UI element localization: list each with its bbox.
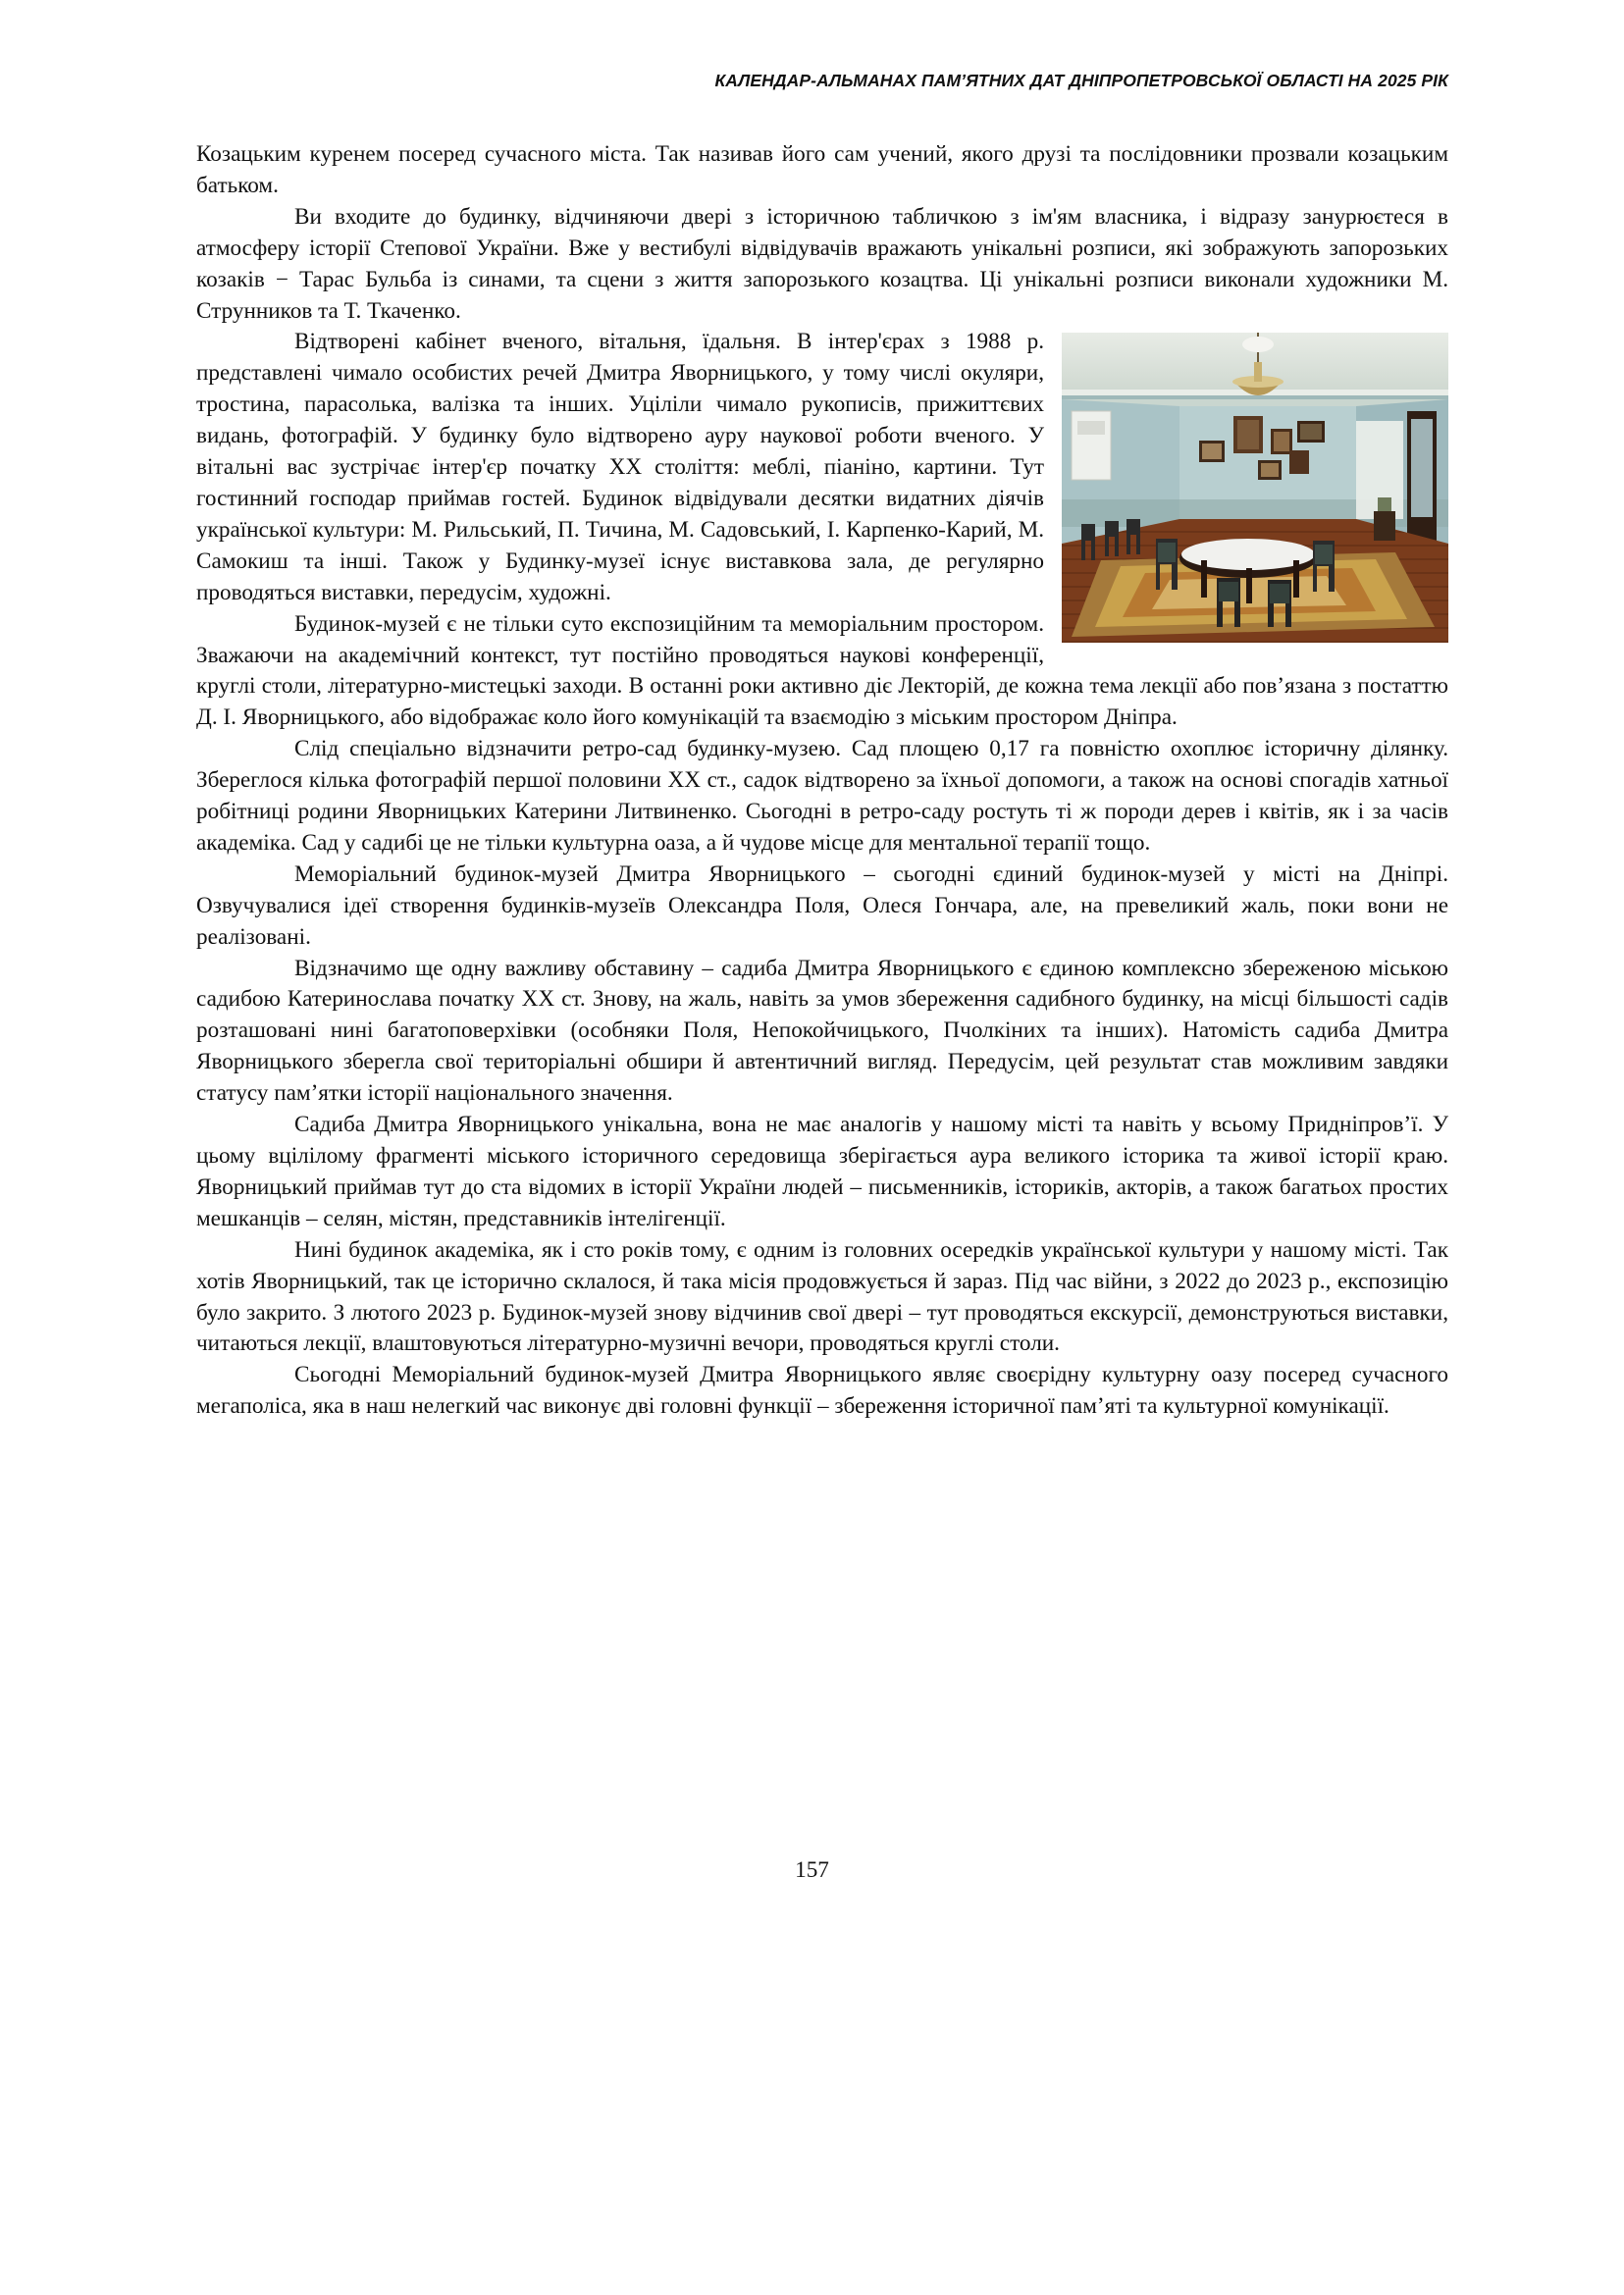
- paragraph-8: Садиба Дмитра Яворницького унікальна, вона не має аналогів у нашому місті та навіть у всьому Придніпров’ї. У цьому вцілілому фрагменті міського історичного середовища зберігається аура великого історика та живої історії краю. Яворницький приймав тут до ста відомих в історії України людей – письменників, істориків, акторів, а також багатьох простих мешканців – селян, містян, представників інтелігенції.: [196, 1112, 1448, 1231]
- paragraph-6: Меморіальний будинок-музей Дмитра Яворницького – сьогодні єдиний будинок-музей у місті на Дніпрі. Озвучувалися ідеї створення будинків-музеїв Олександра Поля, Олеся Гончара, але, на превеликий жаль, поки вони не реалізовані.: [196, 861, 1448, 950]
- paragraph-9: Нині будинок академіка, як і сто років тому, є одним із головних осередків української культури у нашому місті. Так хотів Яворницький, так це історично склалося, й така місія продовжується й зараз. Під час війни, з 2022 до 2023 р., експозицію було закрито. З лютого 2023 р. Будинок-музей знову відчинив свої двері – тут проводяться екскурсії, демонструються виставки, читаються лекції, влаштовуються літературно-музичні вечори, проводяться круглі столи.: [196, 1236, 1448, 1357]
- paragraph-3: Відтворені кабінет вченого, вітальня, їдальня. В інтер'єрах з 1988 р. представлені чимало особистих речей Дмитра Яворницького, у тому числі окуляри, тростина, парасолька, валізка та інших. Уціліли чимало рукописів, прижиттєвих видань, фотографій. У будинку було відтворено ауру наукової роботи вченого. У вітальні вас зустрічає інтер'єр початку XX століття: меблі, піаніно, картини. Тут гостинний господар приймав гостей. Будинок відвідували десятки видатних діячів української культури: М. Рильський, П. Тичина, М. Садовський, І. Карпенко-Карий, М. Самокиш та інші. Також у Будинку-музеї існує виставкова зала, де регулярно проводяться виставки, передусім, художні.: [196, 329, 1044, 605]
- paragraph-7: Відзначимо ще одну важливу обставину – садиба Дмитра Яворницького є єдиною комплексно збереженою міською садибою Катеринослава початку XX ст. Знову, на жаль, навіть за умов збереження садибного будинку, на місці більшості садів розташовані нині багатоповерхівки (особняки Поля, Непокойчицького, Пчолкіних та інших). Натомість садиба Дмитра Яворницького зберегла свої територіальні обшири й автентичний вигляд. Передусім, цей результат став можливим завдяки статусу пам’ятки історії національного значення.: [196, 955, 1448, 1107]
- paragraph-5: Слід спеціально відзначити ретро-сад будинку-музею. Сад площею 0,17 га повністю охоплює історичну ділянку. Збереглося кілька фотографій першої половини XX ст., садок відтворено за їхньої допомоги, а також на основі спогадів хатньої робітниці родини Яворницьких Катерини Литвиненко. Сьогодні в ретро-саду ростуть ті ж породи дерев і квітів, як і за часів академіка. Сад у садибі це не тільки культурна оаза, а й чудове місце для ментальної терапії тощо.: [196, 736, 1448, 856]
- article-body: [196, 139, 1448, 1423]
- page-number: 157: [795, 1857, 829, 1883]
- paragraph-2: Ви входите до будинку, відчиняючи двері з історичною табличкою з ім'ям власника, і відразу занурюєтеся в атмосферу історії Степової України. Вже у вестибулі відвідувачів вражають унікальні розписи, які зображують запорозьких козаків − Тарас Бульба із синами, та сцени з життя запорозького козацтва. Ці унікальні розписи виконали художники М. Струнников та Т. Ткаченко.: [196, 203, 1448, 324]
- paragraph-10: Сьогодні Меморіальний будинок-музей Дмитра Яворницького являє своєрідну культурну оазу посеред сучасного мегаполіса, яка в наш нелегкий час виконує дві головні функції – збереження історичної пам’яті та культурної комунікації.: [196, 1362, 1448, 1420]
- museum-interior-photo: [1062, 333, 1448, 643]
- paragraph-4: Будинок-музей є не тільки суто експозиційним та меморіальним простором. Зважаючи на академічний контекст, тут постійно проводяться наукові конференції, круглі столи, літературно-мистецькі заходи. В останні роки активно діє Лекторій, де кожна тема лекції або пов’язана з постаттю Д. І. Яворницького, або відображає коло його комунікацій та взаємодію з міським простором Дніпра.: [196, 610, 1448, 731]
- living-room-illustration: [1062, 333, 1448, 643]
- running-header: КАЛЕНДАР-АЛЬМАНАХ ПАМ’ЯТНИХ ДАТ ДНІПРОПЕТРОВСЬКОЇ ОБЛАСТІ НА 2025 РІК: [714, 71, 1448, 90]
- paragraph-1: Козацьким куренем посеред сучасного міста. Так називав його сам учений, якого друзі та послідовники прозвали козацьким батьком.: [196, 141, 1448, 198]
